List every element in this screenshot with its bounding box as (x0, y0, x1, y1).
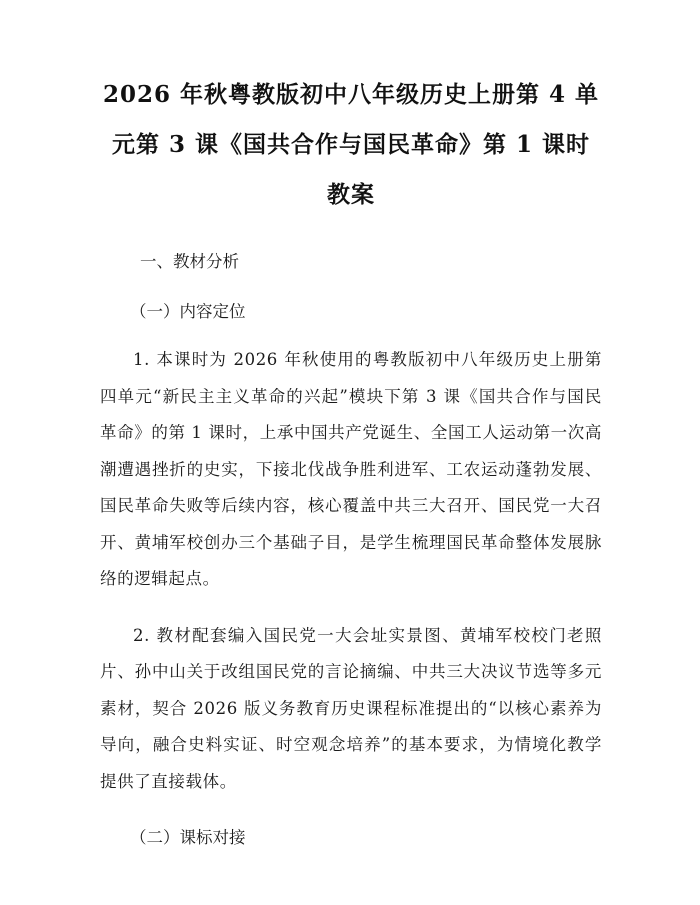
subsection-heading-content-positioning: （一）内容定位 (130, 302, 246, 321)
paragraph-2: 2. 教材配套编入国民党一大会址实景图、黄埔军校校门老照片、孙中山关于改组国民党的言论摘编、中共三大决议节选等多元素材，契合 2026 版义务教育历史课程标准提出的“以核心素养为导向，融合史料实证、时空观念培养”的基本要求，为情境化教学提供了直接载体。 (100, 625, 602, 791)
title-line-1: 2026 年秋粤教版初中八年级历史上册第 4 单 (102, 81, 600, 108)
subsection-heading-curriculum-alignment: （二）课标对接 (130, 828, 246, 847)
document-title (100, 70, 602, 220)
paragraph-1: 1. 本课时为 2026 年秋使用的粤教版初中八年级历史上册第四单元“新民主主义革命的兴起”模块下第 3 课《国共合作与国民革命》的第 1 课时，上承中国共产党诞生、全国工人运动第一次高潮遭遇挫折的史实，下接北伐战争胜利进军、工农运动蓬勃发展、国民革命失败等后续内容，核心覆盖中共三大召开、国民党一大召开、黄埔军校创办三个基础子目，是学生梳理国民革命整体发展脉络的逻辑起点。 (100, 350, 602, 588)
title-line-3: 教案 (327, 181, 375, 208)
section-heading-textbook-analysis: 一、教材分析 (140, 252, 239, 271)
title-line-2: 元第 3 课《国共合作与国民革命》第 1 课时 (111, 131, 591, 158)
